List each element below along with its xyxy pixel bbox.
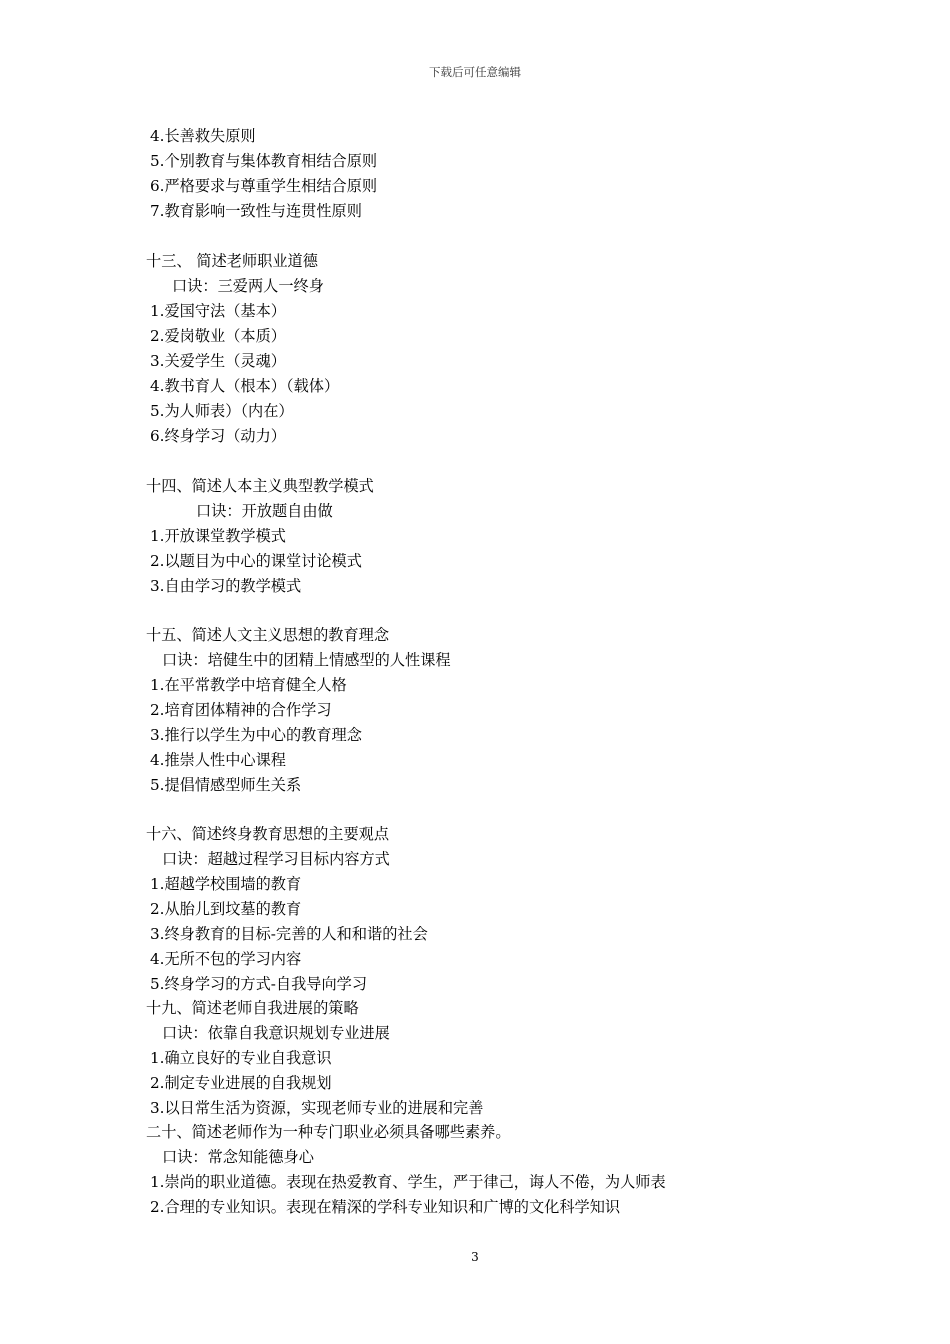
text-line: 口诀：超越过程学习目标内容方式 <box>162 850 390 868</box>
text-line: 2.制定专业进展的自我规划 <box>150 1074 332 1092</box>
text-line: 5.提倡情感型师生关系 <box>150 776 302 794</box>
text-line: 4.长善救失原则 <box>150 127 256 145</box>
text-line: 1.爱国守法（基本） <box>150 302 286 320</box>
text-line: 1.确立良好的专业自我意识 <box>150 1049 332 1067</box>
text-line: 3.关爱学生（灵魂） <box>150 352 286 370</box>
text-line: 4.教书育人（根本）（载体） <box>150 377 340 395</box>
text-line: 1.崇尚的职业道德。表现在热爱教育、学生，严于律己，诲人不倦，为人师表 <box>150 1173 666 1191</box>
text-line: 5.终身学习的方式-自我导向学习 <box>150 975 368 993</box>
text-line: 2.培育团体精神的合作学习 <box>150 701 332 719</box>
text-line: 十五、简述人文主义思想的教育理念 <box>146 626 389 644</box>
text-line: 6.终身学习（动力） <box>150 427 286 445</box>
text-line: 2.爱岗敬业（本质） <box>150 327 286 345</box>
text-line: 1.开放课堂教学模式 <box>150 527 286 545</box>
text-line: 3.自由学习的教学模式 <box>150 577 302 595</box>
text-line: 7.教育影响一致性与连贯性原则 <box>150 202 362 220</box>
text-line: 2.合理的专业知识。表现在精深的学科专业知识和广博的文化科学知识 <box>150 1198 621 1216</box>
text-line: 二十、简述老师作为一种专门职业必须具备哪些素养。 <box>146 1123 511 1141</box>
text-line: 5.为人师表）（内在） <box>150 402 294 420</box>
text-line: 口诀：依靠自我意识规划专业进展 <box>162 1024 390 1042</box>
text-line: 十四、简述人本主义典型教学模式 <box>146 477 374 495</box>
text-line: 口诀：开放题自由做 <box>196 502 333 520</box>
text-line: 5.个别教育与集体教育相结合原则 <box>150 152 378 170</box>
page-number: 3 <box>471 1250 479 1264</box>
text-line: 2.以题目为中心的课堂讨论模式 <box>150 552 362 570</box>
text-line: 十三、 简述老师职业道德 <box>146 252 318 270</box>
text-line: 口诀：培健生中的团精上情感型的人性课程 <box>162 651 451 669</box>
text-line: 口诀：三爱两人一终身 <box>172 277 324 295</box>
text-line: 4.无所不包的学习内容 <box>150 950 302 968</box>
text-line: 3.以日常生活为资源，实现老师专业的进展和完善 <box>150 1099 484 1117</box>
text-line: 4.推崇人性中心课程 <box>150 751 286 769</box>
text-line: 口诀：常念知能德身心 <box>162 1148 314 1166</box>
text-line: 3.终身教育的目标-完善的人和和谐的社会 <box>150 925 428 943</box>
text-line: 十六、简述终身教育思想的主要观点 <box>146 825 389 843</box>
text-line: 6.严格要求与尊重学生相结合原则 <box>150 177 378 195</box>
page-header: 下载后可任意编辑 <box>429 65 521 79</box>
text-line: 1.超越学校围墙的教育 <box>150 875 302 893</box>
text-line: 十九、简述老师自我进展的策略 <box>146 999 359 1017</box>
text-line: 2.从胎儿到坟墓的教育 <box>150 900 302 918</box>
text-line: 1.在平常教学中培育健全人格 <box>150 676 347 694</box>
text-line: 3.推行以学生为中心的教育理念 <box>150 726 362 744</box>
